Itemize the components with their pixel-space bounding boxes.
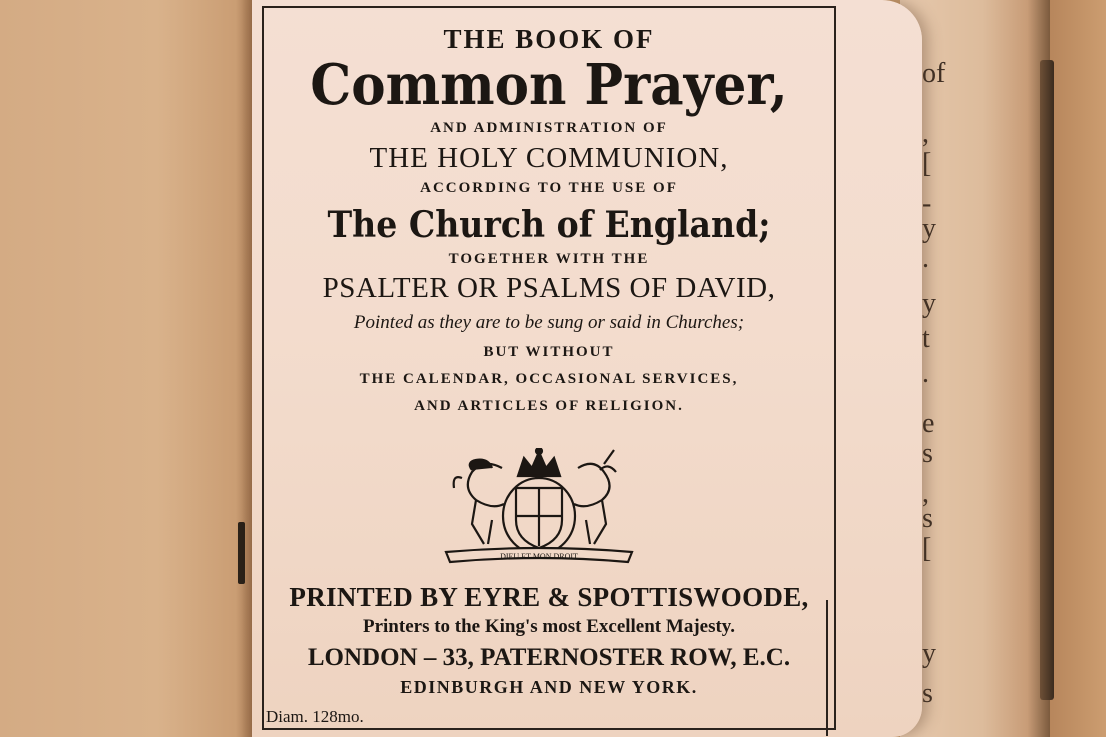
bleed-glyph: [: [922, 148, 932, 179]
line-church-of-england: The Church of England;: [327, 204, 771, 246]
bleed-glyph: ,: [922, 118, 929, 149]
facing-blank-page: [0, 0, 262, 737]
cities-line: EDINBURGH AND NEW YORK.: [400, 677, 698, 697]
bleed-glyph: .: [922, 358, 929, 389]
book-cover-edge: [1040, 60, 1054, 700]
line-administration: AND ADMINISTRATION OF: [430, 120, 668, 136]
line-together-with: TOGETHER WITH THE: [448, 251, 650, 267]
line-but-without: BUT WITHOUT: [483, 344, 615, 360]
bleed-glyph: s: [922, 678, 933, 709]
line-calendar: THE CALENDAR, OCCASIONAL SERVICES,: [359, 371, 739, 387]
next-page-text: [918, 40, 958, 720]
bleed-glyph: s: [922, 438, 933, 469]
format-note: Diam. 128mo.: [266, 707, 364, 726]
bleed-glyph: -: [922, 188, 932, 219]
line-articles: AND ARTICLES OF RELIGION.: [414, 398, 684, 414]
bleed-glyph: s: [922, 503, 933, 534]
bleed-glyph: .: [922, 243, 929, 274]
bleed-glyph: y: [922, 638, 936, 669]
bleed-glyph: t: [922, 323, 930, 354]
royal-coat-of-arms-icon: [432, 448, 646, 566]
address-line: LONDON – 33, PATERNOSTER ROW, E.C.: [307, 644, 791, 671]
binding-thread: [238, 522, 245, 584]
bleed-glyph: of: [922, 58, 946, 89]
line-pointed: Pointed as they are to be sung or said in Churches;: [353, 312, 745, 333]
line-according-to: ACCORDING TO THE USE OF: [420, 180, 678, 196]
line-psalter: PSALTER OR PSALMS OF DAVID,: [322, 272, 776, 304]
printer-line: PRINTED BY EYRE & SPOTTISWOODE,: [289, 582, 809, 612]
printer-subtitle: Printers to the King's most Excellent Majesty.: [362, 616, 735, 637]
line-holy-communion: THE HOLY COMMUNION,: [369, 142, 729, 174]
bleed-glyph: e: [922, 408, 935, 439]
title-line-book-of: THE BOOK OF: [443, 24, 655, 54]
bleed-glyph: y: [922, 288, 936, 319]
bleed-glyph: ,: [922, 478, 929, 509]
bleed-glyph: y: [922, 213, 936, 244]
bleed-glyph: [: [922, 533, 932, 564]
arms-motto: DIEU ET MON DROIT: [500, 552, 578, 561]
title-common-prayer: Common Prayer,: [310, 52, 788, 118]
table-surface: [1050, 0, 1106, 737]
